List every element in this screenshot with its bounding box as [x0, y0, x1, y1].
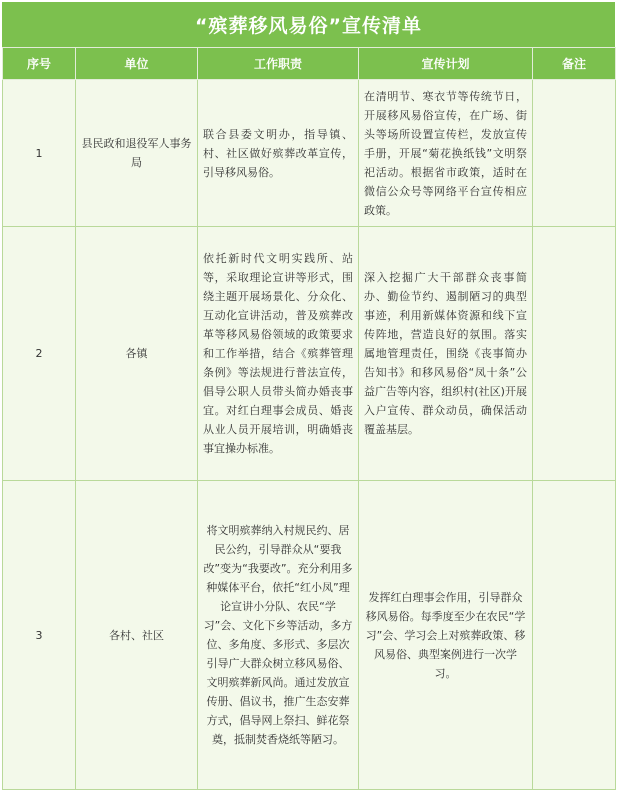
cell-plan: 深入挖掘广大干部群众丧事简办、勤俭节约、遏制陋习的典型事迹，利用新媒体资源和线下宣传阵地，营造良好的氛围。落实属地管理责任，围绕《丧事简办告知书》和移风易俗“凤十条”公益广告等内容，组织村(社区)开展入户宣传、群众动员，确保活动覆盖基层。	[359, 227, 533, 481]
publicity-table	[2, 47, 616, 790]
cell-note	[533, 80, 616, 227]
cell-plan: 在清明节、寒衣节等传统节日，开展移风易俗宣传，在广场、街头等场所设置宣传栏，发放宣传手册，开展“菊花换纸钱”文明祭祀活动。根据省市政策，适时在微信公众号等网络平台宣传相应政策。	[359, 80, 533, 227]
header-duty: 工作职责	[198, 48, 359, 80]
document-title: “殡葬移风易俗”宣传清单	[2, 2, 615, 47]
header-note: 备注	[533, 48, 616, 80]
cell-note	[533, 227, 616, 481]
header-plan: 宣传计划	[359, 48, 533, 80]
cell-note	[533, 481, 616, 790]
cell-unit: 县民政和退役军人事务局	[76, 80, 198, 227]
cell-duty: 依托新时代文明实践所、站等，采取理论宣讲等形式，围绕主题开展场景化、分众化、互动化宣讲活动，普及殡葬改革等移风易俗领域的政策要求和工作举措，结合《殡葬管理条例》等法规进行普法宣传，倡导公职人员带头简办婚丧事宜。对红白理事会成员、婚丧从业人员开展培训，明确婚丧事宜操办标准。	[198, 227, 359, 481]
cell-plan: 发挥红白理事会作用，引导群众移风易俗。每季度至少在农民“学习”会、学习会上对殡葬政策、移风易俗、典型案例进行一次学习。	[359, 481, 533, 790]
header-no: 序号	[3, 48, 76, 80]
header-unit: 单位	[76, 48, 198, 80]
cell-unit: 各镇	[76, 227, 198, 481]
cell-no: 1	[3, 80, 76, 227]
cell-no: 2	[3, 227, 76, 481]
header-row	[3, 48, 616, 80]
cell-duty: 将文明殡葬纳入村规民约、居民公约，引导群众从“要我改”变为“我要改”。充分利用多种媒体平台，依托“红小凤”理论宣讲小分队、农民“学习”会、文化下乡等活动，多方位、多角度、多形式、多层次引导广大群众树立移风易俗、文明殡葬新风尚。通过发放宣传册、倡议书，推广生态安葬方式，倡导网上祭扫、鲜花祭奠，抵制焚香烧纸等陋习。	[198, 481, 359, 790]
table-row	[3, 227, 616, 481]
cell-unit: 各村、社区	[76, 481, 198, 790]
table-row	[3, 481, 616, 790]
cell-no: 3	[3, 481, 76, 790]
table-row	[3, 80, 616, 227]
cell-duty: 联合县委文明办，指导镇、村、社区做好殡葬改革宣传，引导移风易俗。	[198, 80, 359, 227]
